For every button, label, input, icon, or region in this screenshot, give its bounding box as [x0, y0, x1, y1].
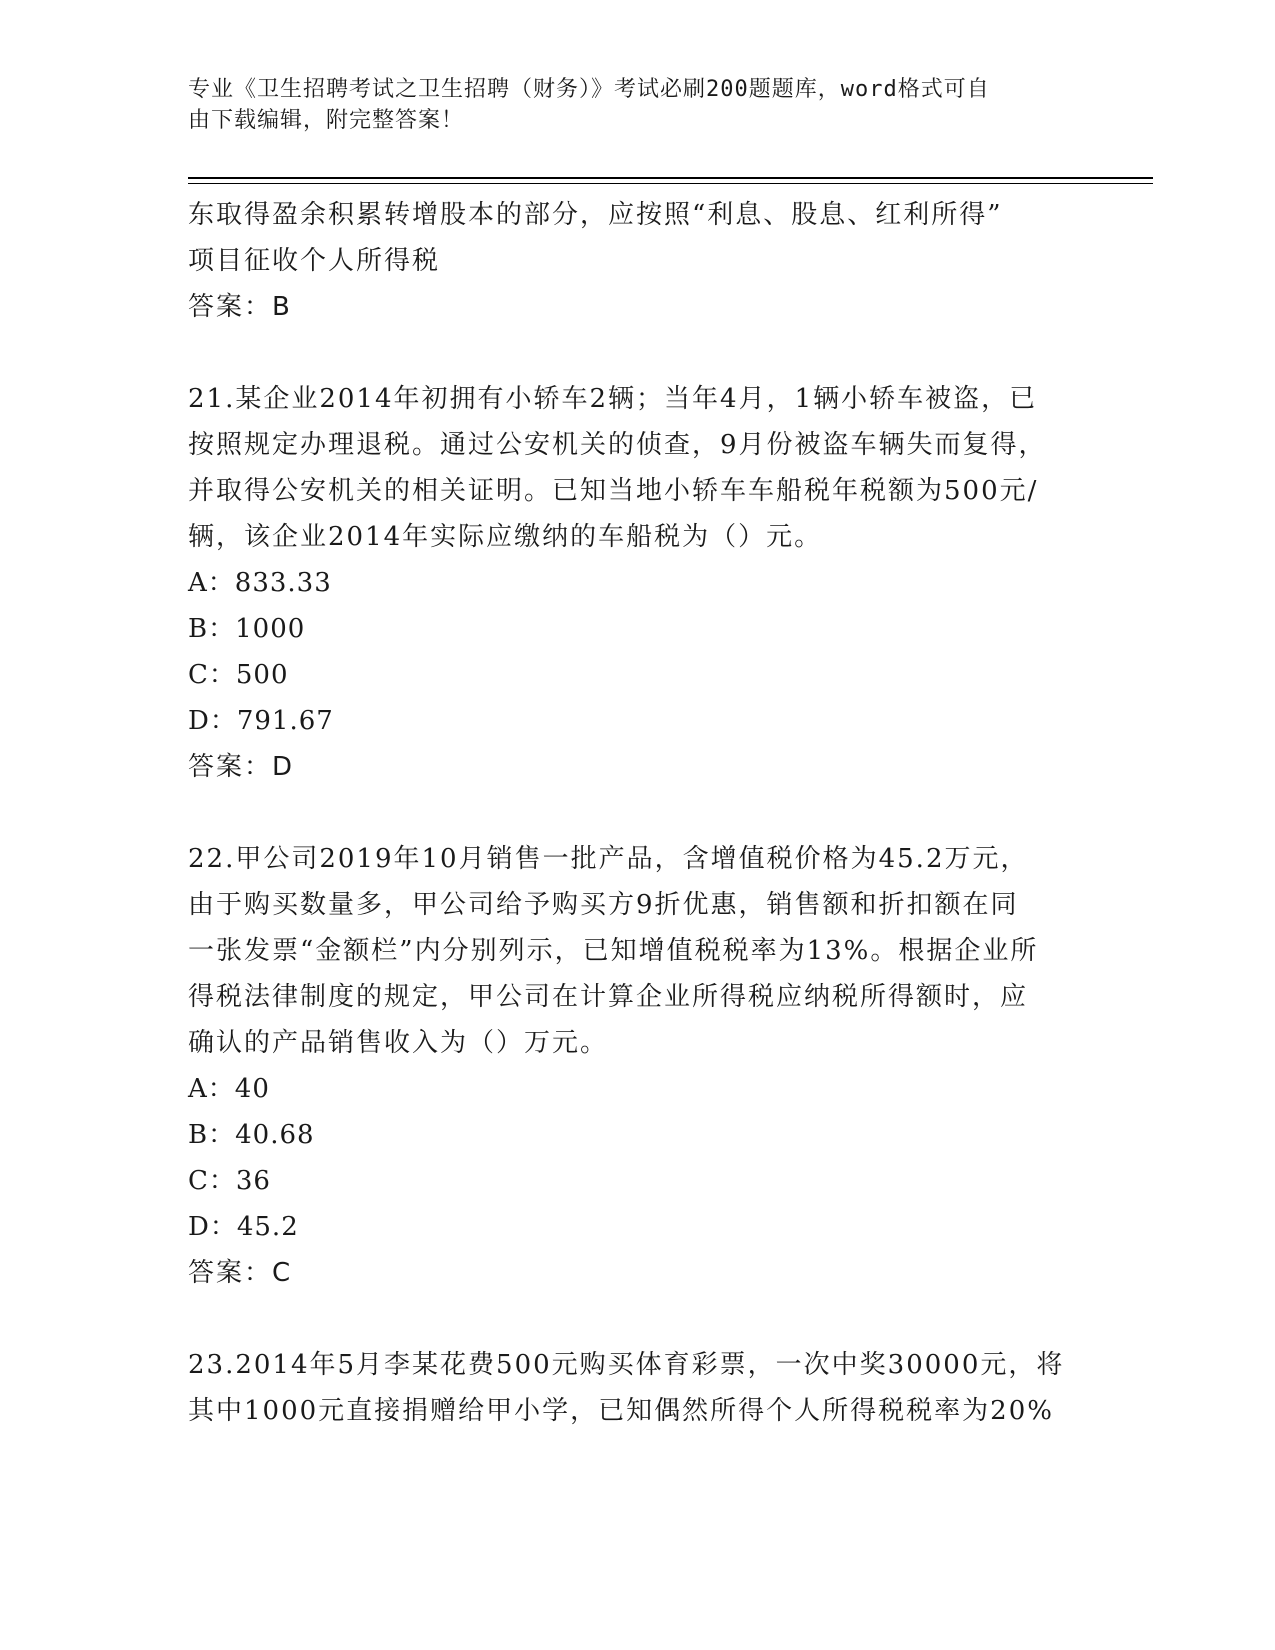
header-title-line-2: 由下载编辑，附完整答案！	[188, 108, 465, 133]
document-header	[188, 74, 1088, 136]
answer-line: 答案：B	[188, 292, 292, 322]
header-title-line-1: 专业《卫生招聘考试之卫生招聘（财务）》考试必刷200题题库，word格式可自	[188, 77, 990, 102]
option-b: B：40.68	[188, 1120, 315, 1150]
question-text-line: 由于购买数量多，甲公司给予购买方9折优惠，销售额和折扣额在同	[188, 890, 1019, 920]
question-text-line: 其中1000元直接捐赠给甲小学，已知偶然所得个人所得税税率为20%	[188, 1396, 1054, 1426]
question-text-line: 项目征收个人所得税	[188, 246, 441, 276]
option-c: C：500	[188, 660, 289, 690]
option-c: C：36	[188, 1166, 271, 1196]
spacer	[188, 790, 1088, 836]
answer-line: 答案：C	[188, 1258, 293, 1288]
question-text-line: 并取得公安机关的相关证明。已知当地小轿车车船税年税额为500元/	[188, 476, 1039, 506]
header-rule-thick	[188, 177, 1153, 179]
question-22	[188, 836, 1088, 1296]
spacer	[188, 1296, 1088, 1342]
question-text-line: 22.甲公司2019年10月销售一批产品，含增值税价格为45.2万元，	[188, 844, 1029, 874]
option-a: A：40	[188, 1074, 270, 1104]
question-21	[188, 376, 1088, 790]
question-text-line: 东取得盈余积累转增股本的部分，应按照“利息、股息、红利所得”	[188, 200, 1003, 230]
question-text-line: 按照规定办理退税。通过公安机关的侦查，9月份被盗车辆失而复得，	[188, 430, 1047, 460]
option-a: A：833.33	[188, 568, 332, 598]
question-text-line: 21.某企业2014年初拥有小轿车2辆；当年4月，1辆小轿车被盗，已	[188, 384, 1038, 414]
answer-line: 答案：D	[188, 752, 295, 782]
spacer	[188, 330, 1088, 376]
question-text-line: 一张发票“金额栏”内分别列示，已知增值税税率为13%。根据企业所	[188, 936, 1039, 966]
question-text-line: 辆，该企业2014年实际应缴纳的车船税为（）元。	[188, 522, 823, 552]
question-23	[188, 1342, 1088, 1434]
question-text-line: 23.2014年5月李某花费500元购买体育彩票，一次中奖30000元，将	[188, 1350, 1065, 1380]
header-rule-thin	[188, 183, 1153, 184]
document-body	[188, 192, 1088, 1434]
question-text-line: 得税法律制度的规定，甲公司在计算企业所得税应纳税所得额时，应	[188, 982, 1029, 1012]
option-d: D：791.67	[188, 706, 334, 736]
question-text-line: 确认的产品销售收入为（）万元。	[188, 1028, 609, 1058]
option-d: D：45.2	[188, 1212, 299, 1242]
option-b: B：1000	[188, 614, 306, 644]
